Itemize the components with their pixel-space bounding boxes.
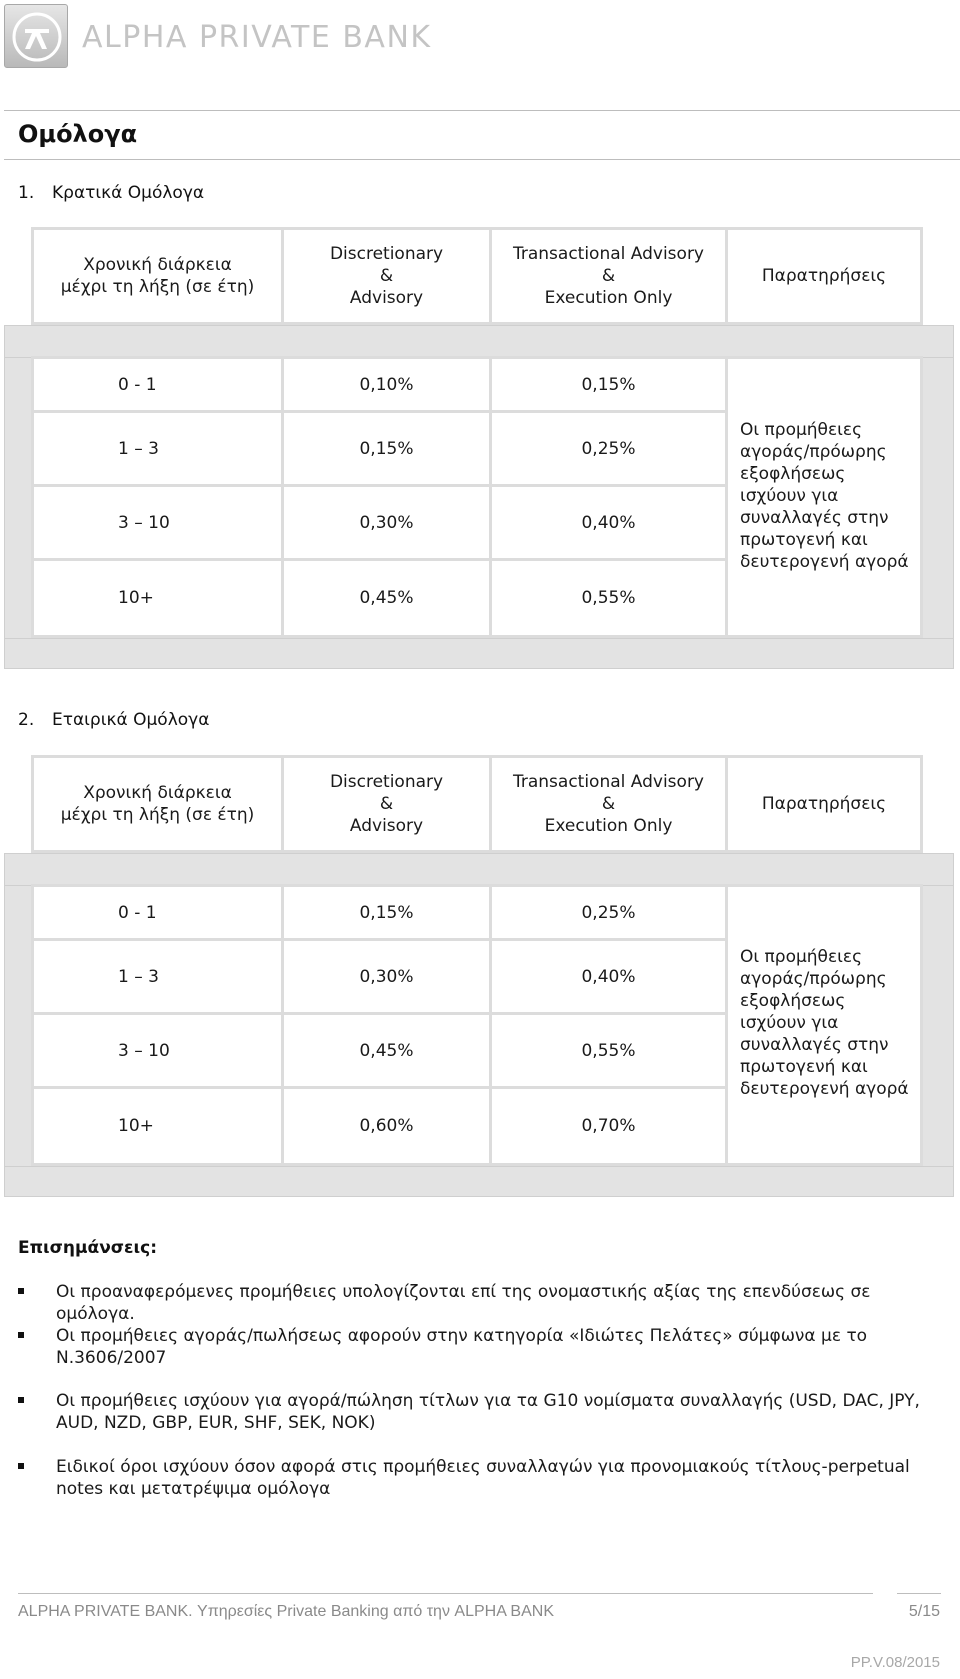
row-transactional: 0,40% — [581, 512, 636, 533]
row-transactional: 0,55% — [581, 588, 636, 608]
header-discretionary: Discretionary & Advisory — [329, 772, 444, 836]
document-code: PP.V.08/2015 — [850, 1654, 940, 1671]
row-discretionary: 0,15% — [359, 902, 414, 923]
table-footer-band — [4, 638, 954, 669]
header-discretionary: Discretionary & Advisory — [329, 244, 444, 308]
section-title — [18, 710, 209, 730]
section-number: 1. — [18, 183, 35, 203]
row-transactional: 0,25% — [581, 902, 636, 923]
row-range: 3 – 10 — [118, 512, 170, 533]
row-discretionary: 0,10% — [359, 374, 414, 395]
title-divider — [4, 159, 960, 160]
bullet-icon — [18, 1332, 24, 1338]
notes-title: Επισημάνσεις: — [18, 1238, 157, 1258]
table-footer-band — [4, 1166, 954, 1197]
row-range: 1 – 3 — [118, 438, 159, 459]
row-range: 0 - 1 — [118, 902, 157, 923]
page-title: Ομόλογα — [18, 120, 138, 148]
row-transactional: 0,25% — [581, 438, 636, 459]
section-number: 2. — [18, 710, 35, 730]
alpha-bank-logo-icon — [4, 4, 68, 68]
section-name: Κρατικά Ομόλογα — [52, 183, 205, 203]
row-discretionary: 0,45% — [359, 1040, 414, 1061]
row-range: 0 - 1 — [118, 374, 157, 395]
footer-divider-short — [897, 1593, 941, 1594]
row-range: 1 – 3 — [118, 966, 159, 987]
row-range: 10+ — [118, 588, 154, 608]
row-discretionary: 0,15% — [359, 438, 414, 459]
bullet-icon — [18, 1288, 24, 1294]
footer-divider — [18, 1593, 873, 1594]
header-transactional: Transactional Advisory & Execution Only — [512, 772, 704, 836]
row-range: 3 – 10 — [118, 1040, 170, 1061]
header — [4, 4, 604, 70]
page-number: 5/15 — [908, 1603, 940, 1620]
row-transactional: 0,40% — [581, 966, 636, 987]
header-transactional: Transactional Advisory & Execution Only — [512, 244, 704, 308]
remark-text: Οι προμήθειες αγοράς/πρόωρης εξοφλήσεως ισχύουν για συναλλαγές στην πρωτογενή και δευτερογενή αγορά — [740, 420, 909, 572]
table-spacer-band — [4, 853, 954, 886]
row-discretionary: 0,45% — [359, 588, 414, 608]
remark-text: Οι προμήθειες αγοράς/πρόωρης εξοφλήσεως ισχύουν για συναλλαγές στην πρωτογενή και δευτερογενή αγορά — [740, 947, 909, 1099]
header-remarks: Παρατηρήσεις — [761, 266, 887, 286]
header-divider — [4, 110, 960, 111]
table-spacer-band — [4, 325, 954, 358]
brand-name: ALPHA PRIVATE BANK — [82, 20, 432, 55]
header-duration: Χρονική διάρκεια μέχρι τη λήξη (σε έτη) — [60, 255, 255, 297]
row-transactional: 0,70% — [581, 1116, 636, 1136]
row-discretionary: 0,30% — [359, 966, 414, 987]
header-duration: Χρονική διάρκεια μέχρι τη λήξη (σε έτη) — [60, 783, 255, 825]
section-name: Εταιρικά Ομόλογα — [52, 710, 210, 730]
row-transactional: 0,55% — [581, 1040, 636, 1061]
bullet-icon — [18, 1397, 24, 1403]
header-remarks: Παρατηρήσεις — [761, 794, 887, 814]
row-discretionary: 0,60% — [359, 1116, 414, 1136]
row-range: 10+ — [118, 1116, 154, 1136]
footer-text: ALPHA PRIVATE BANK. Υπηρεσίες Private Banking από την ALPHA BANK — [18, 1603, 554, 1620]
row-discretionary: 0,30% — [359, 512, 414, 533]
section-title — [18, 183, 204, 203]
bullet-icon — [18, 1463, 24, 1469]
row-transactional: 0,15% — [581, 374, 636, 395]
